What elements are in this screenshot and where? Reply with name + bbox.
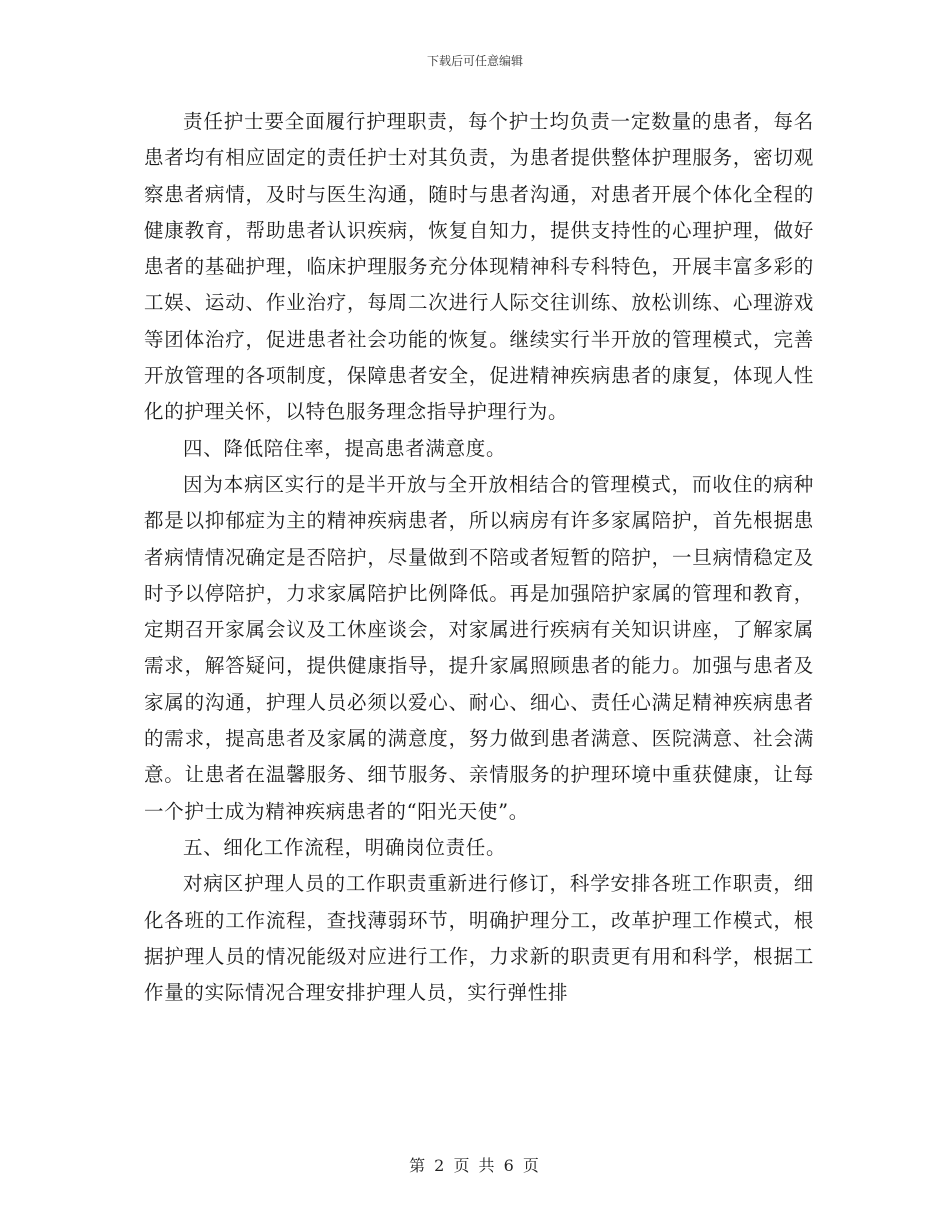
section-heading-4: 四、降低陪住率，提高患者满意度。 [183,436,507,460]
document-body [144,104,814,1011]
page-number: 第 2 页 共 6 页 [409,1156,541,1175]
page-header: 下载后可任意编辑 [426,54,523,68]
section-heading-5: 五、细化工作流程，明确岗位责任。 [183,835,507,859]
paragraph-1: 责任护士要全面履行护理职责，每个护士均负责一定数量的患者，每名患者均有相应固定的责任护士对其负责，为患者提供整体护理服务，密切观察患者病情，及时与医生沟通，随时与患者沟通，对患者开展个体化全程的健康教育，帮助患者认识疾病，恢复自知力，提供支持性的心理护理，做好患者的基础护理，临床护理服务充分体现精神科专科特色，开展丰富多彩的工娱、运动、作业治疗，每周二次进行人际交往训练、放松训练、心理游戏等团体治疗，促进患者社会功能的恢复。继续实行半开放的管理模式，完善开放管理的各项制度，保障患者安全，促进精神疾病患者的康复，体现人性化的护理关怀，以特色服务理念指导护理行为。 [144,110,814,424]
paragraph-2: 因为本病区实行的是半开放与全开放相结合的管理模式，而收住的病种都是以抑郁症为主的精神疾病患者，所以病房有许多家属陪护，首先根据患者病情情况确定是否陪护，尽量做到不陪或者短暂的陪护，一旦病情稳定及时予以停陪护，力求家属陪护比例降低。再是加强陪护家属的管理和教育，定期召开家属会议及工休座谈会，对家属进行疾病有关知识讲座，了解家属需求，解答疑问，提供健康指导，提升家属照顾患者的能力。加强与患者及家属的沟通，护理人员必须以爱心、耐心、细心、责任心满足精神疾病患者的需求，提高患者及家属的满意度，努力做到患者满意、医院满意、社会满意。让患者在温馨服务、细节服务、亲情服务的护理环境中重获健康，让每一个护士成为精神疾病患者的“阳光天使”。 [144,472,814,823]
paragraph-3: 对病区护理人员的工作职责重新进行修订，科学安排各班工作职责，细化各班的工作流程，查找薄弱环节，明确护理分工，改革护理工作模式，根据护理人员的情况能级对应进行工作，力求新的职责更有用和科学，根据工作量的实际情况合理安排护理人员，实行弹性排 [144,872,814,1005]
